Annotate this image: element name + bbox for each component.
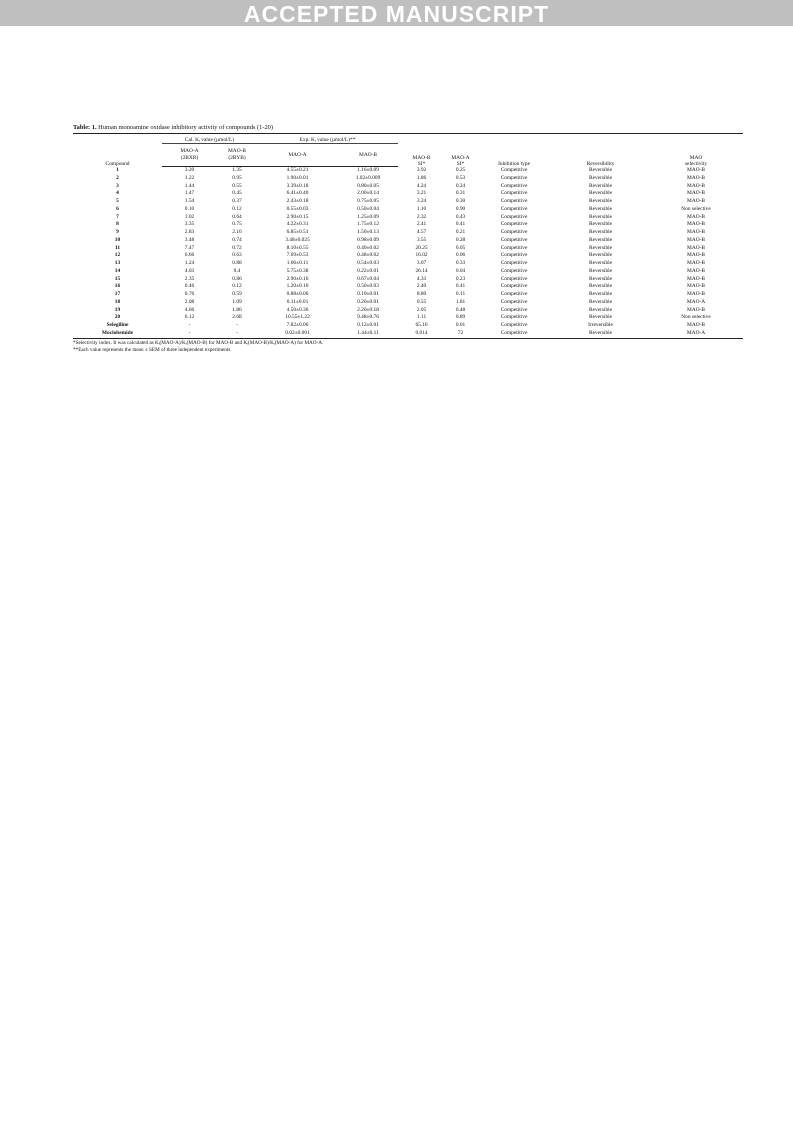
cell-cal-mao-b: 0.55: [232, 182, 242, 189]
cell-cal-mao-a: 4.66: [184, 306, 195, 313]
cell-reversibility: Reversible: [589, 205, 613, 212]
cell-cal-mao-a: 1.44: [184, 182, 195, 189]
cell-inhibition-type: Competitive: [500, 267, 528, 274]
cell-cal-mao-a: -: [162, 330, 217, 338]
cell-inhibition-type: Competitive: [500, 314, 528, 321]
cell-mao-selectivity: MAO-B: [687, 182, 706, 189]
cell-exp-mao-a: 4.22±0.31: [286, 221, 309, 228]
cell-inhibition-type: Competitive: [500, 166, 528, 173]
cell-compound: Selegiline: [106, 322, 129, 328]
cell-inhibition-type: Competitive: [500, 306, 528, 313]
cell-mao-a-si: 0.06: [455, 252, 466, 259]
cell-mao-b-si: 16.02: [415, 252, 428, 259]
cell-inhibition-type: Competitive: [476, 330, 552, 338]
cell-mao-a-si: 0.01: [455, 322, 466, 328]
cell-compound: 3: [116, 182, 119, 189]
cell-exp-mao-b: 0.67±0.04: [357, 275, 379, 282]
table-row: [73, 190, 743, 198]
table-row: [73, 245, 743, 253]
cell-mao-b-si: 65.16: [415, 322, 428, 328]
cell-mao-selectivity: MAO-B: [687, 260, 706, 266]
cell-inhibition-type: Competitive: [500, 213, 528, 220]
cell-mao-a-si: 0.31: [455, 190, 466, 197]
table-container: [73, 124, 743, 355]
cell-reversibility: Reversible: [589, 291, 613, 297]
cell-exp-mao-b: 0.50±0.04: [357, 205, 379, 212]
cell-inhibition-type: Competitive: [500, 244, 528, 251]
cell-reversibility: Reversible: [589, 182, 613, 189]
cell-reversibility: Reversible: [589, 260, 613, 266]
cell-compound: 1: [116, 166, 119, 173]
cell-compound: 17: [114, 291, 121, 297]
cell-cal-mao-a: 1.54: [184, 198, 195, 204]
cell-reversibility: Reversible: [589, 198, 613, 204]
cell-compound: 8: [116, 221, 119, 228]
header-cal-mao-a: MAO-A (2BXR): [162, 144, 217, 167]
cell-exp-mao-a: 0.02±0.001: [257, 330, 338, 338]
cell-mao-a-si: 72: [445, 330, 476, 338]
cell-cal-mao-b: 0.59: [232, 291, 242, 297]
cell-reversibility: Reversible: [589, 275, 613, 282]
table-caption-text: Human monoamine oxidase inhibitory activity of compounds (1-20): [96, 124, 273, 131]
cell-cal-mao-b: 1.86: [232, 306, 242, 313]
accepted-manuscript-banner: ACCEPTED MANUSCRIPT: [0, 0, 793, 26]
cell-cal-mao-b: 1.09: [232, 298, 242, 305]
cell-inhibition-type: Competitive: [500, 205, 528, 212]
cell-exp-mao-a: 0.11±0.01: [286, 298, 309, 305]
cell-mao-b-si: 3.07: [416, 260, 427, 266]
cell-inhibition-type: Competitive: [500, 182, 528, 189]
cell-cal-mao-a: 1.02: [184, 213, 195, 220]
cell-cal-mao-a: 2.08: [184, 298, 195, 305]
cell-inhibition-type: Competitive: [500, 283, 528, 290]
cell-exp-mao-b: 1.25±0.09: [357, 213, 379, 220]
header-cal-ki-group: Cal. Kᵢ value (µmol/L): [162, 134, 257, 144]
cell-cal-mao-b: 0.64: [232, 213, 242, 220]
footnote-mean-sem: **Each value represents the mean ± SEM of three independent experiments: [73, 347, 231, 353]
cell-mao-b-si: 1.11: [416, 314, 427, 321]
table-row: [73, 237, 743, 245]
cell-mao-a-si: 0.41: [455, 283, 466, 290]
cell-compound: 16: [114, 283, 121, 290]
cell-inhibition-type: Competitive: [500, 291, 528, 297]
cell-exp-mao-b: 0.10±0.01: [357, 291, 379, 297]
table-row: [73, 229, 743, 237]
cell-mao-selectivity: MAO-B: [687, 283, 706, 290]
cell-exp-mao-b: 0.50±0.03: [357, 283, 379, 290]
header-mao-selectivity: MAO selectivity: [684, 154, 708, 167]
table-row: [73, 252, 743, 260]
cell-mao-selectivity: Non selective: [681, 314, 711, 321]
cell-compound: 7: [116, 213, 119, 220]
cell-compound: 14: [114, 267, 121, 274]
table-row: [73, 183, 743, 191]
cell-mao-selectivity: MAO-B: [687, 213, 706, 220]
cell-compound: 5: [116, 198, 119, 204]
cell-cal-mao-b: 0.86: [232, 275, 242, 282]
cell-exp-mao-a: 10.55±1.22: [285, 314, 310, 321]
cell-cal-mao-b: 0.88: [232, 260, 242, 266]
cell-cal-mao-b: 0.95: [232, 174, 242, 181]
table-row: [73, 260, 743, 268]
cell-inhibition-type: Competitive: [500, 221, 528, 228]
cell-mao-b-si: 4.24: [416, 182, 427, 189]
cell-mao-selectivity: MAO-A: [649, 330, 743, 338]
cell-inhibition-type: Competitive: [500, 236, 528, 243]
cell-exp-mao-b: 1.44±0.11: [338, 330, 398, 338]
cell-mao-b-si: 3.21: [416, 190, 427, 197]
cell-exp-mao-b: 0.75±0.05: [357, 198, 379, 204]
cell-mao-a-si: 0.33: [455, 260, 466, 266]
cell-cal-mao-a: 2.83: [184, 229, 195, 235]
cell-exp-mao-a: 8.10±0.55: [286, 244, 309, 251]
cell-mao-a-si: 0.04: [455, 267, 466, 274]
header-exp-ki-group: Exp. Kᵢ value (µmol/L)**: [257, 134, 398, 144]
table-row: [73, 276, 743, 284]
cell-mao-b-si: 20.25: [415, 244, 428, 251]
cell-compound: 20: [114, 314, 121, 321]
table-row: [73, 314, 743, 322]
cell-compound: 9: [116, 229, 119, 235]
cell-cal-mao-a: 0.10: [184, 205, 195, 212]
cell-mao-selectivity: MAO-A: [686, 298, 706, 305]
cell-compound: 2: [116, 174, 119, 181]
table-row: [73, 221, 743, 229]
cell-reversibility: Reversible: [589, 283, 613, 290]
cell-exp-mao-b: 2.00±0.14: [357, 190, 379, 197]
cell-exp-mao-a: 2.90±0.16: [286, 275, 309, 282]
cell-cal-mao-b: 0.75: [232, 221, 242, 228]
cell-cal-mao-a: 6.66: [184, 252, 195, 259]
cell-cal-mao-a: 1.47: [184, 190, 195, 197]
cell-mao-selectivity: MAO-B: [687, 166, 706, 173]
table-row: [73, 175, 743, 183]
cell-exp-mao-a: 4.50±0.36: [286, 306, 309, 313]
cell-compound: 4: [116, 190, 119, 197]
cell-cal-mao-b: 0.12: [232, 205, 242, 212]
table-row: [73, 307, 743, 315]
table-row: [73, 214, 743, 222]
cell-exp-mao-a: 3.48±0.025: [285, 236, 310, 243]
cell-mao-selectivity: MAO-B: [687, 244, 706, 251]
cell-cal-mao-b: 0.74: [232, 236, 242, 243]
cell-inhibition-type: Competitive: [500, 198, 528, 204]
cell-exp-mao-b: 0.98±0.09: [357, 236, 379, 243]
cell-mao-a-si: 0.41: [455, 221, 466, 228]
cell-reversibility: Reversible: [589, 267, 613, 274]
cell-mao-selectivity: MAO-B: [687, 174, 706, 181]
cell-inhibition-type: Competitive: [500, 174, 528, 181]
cell-mao-b-si: 2.40: [416, 283, 427, 290]
cell-exp-mao-b: 1.16±0.09: [357, 167, 379, 173]
cell-mao-selectivity: MAO-B: [687, 190, 706, 197]
cell-reversibility: Reversible: [589, 174, 613, 181]
cell-cal-mao-a: 3.48: [184, 236, 195, 243]
cell-mao-b-si: 0.014: [398, 330, 445, 338]
cell-cal-mao-a: 4.03: [184, 267, 195, 274]
table-row: [73, 322, 743, 330]
cell-mao-b-si: 0.55: [416, 298, 427, 305]
cell-exp-mao-a: 0.55±0.03: [286, 205, 309, 212]
cell-mao-b-si: 4.57: [416, 229, 427, 235]
cell-exp-mao-a: 6.85±0.51: [286, 229, 309, 235]
cell-reversibility: Reversible: [589, 306, 613, 313]
cell-cal-mao-b: 2.16: [232, 229, 242, 235]
cell-compound: 15: [114, 275, 121, 282]
cell-mao-b-si: 8.80: [416, 291, 427, 297]
cell-mao-a-si: 0.43: [455, 213, 466, 220]
cell-cal-mao-b: 0.72: [232, 244, 242, 251]
header-reversibility: Reversibility: [586, 160, 615, 167]
cell-mao-b-si: 3.92: [416, 166, 427, 173]
cell-cal-mao-b: -: [236, 322, 238, 328]
cell-mao-selectivity: Non selective: [681, 205, 711, 212]
cell-compound: 6: [116, 205, 119, 212]
cell-inhibition-type: Competitive: [500, 275, 528, 282]
cell-exp-mao-a: 7.82±0.06: [286, 322, 309, 328]
cell-cal-mao-a: 3.35: [184, 221, 195, 228]
cell-exp-mao-a: 1.66±0.11: [286, 260, 309, 266]
cell-exp-mao-b: 0.54±0.03: [357, 260, 379, 266]
cell-mao-selectivity: MAO-B: [687, 267, 706, 274]
header-exp-mao-b: MAO-B: [338, 144, 398, 167]
cell-exp-mao-a: 0.88±0.06: [286, 291, 309, 297]
table-row: [73, 299, 743, 307]
cell-mao-selectivity: MAO-B: [687, 322, 706, 328]
cell-compound: 10: [114, 236, 121, 243]
cell-exp-mao-b: 2.20±0.18: [357, 306, 379, 313]
cell-inhibition-type: Competitive: [500, 252, 528, 259]
cell-cal-mao-a: 3.20: [184, 167, 195, 173]
cell-mao-selectivity: MAO-B: [687, 221, 706, 228]
header-exp-mao-a: MAO-A: [257, 144, 338, 167]
cell-cal-mao-b: 0.4: [233, 267, 241, 274]
table-footnotes: [73, 340, 743, 355]
table-caption: [73, 124, 743, 132]
cell-mao-b-si: 3.55: [416, 236, 427, 243]
header-compound: Compound: [105, 160, 130, 167]
cell-mao-selectivity: MAO-B: [687, 291, 706, 297]
cell-mao-a-si: 0.89: [455, 314, 466, 321]
cell-exp-mao-b: 0.48±0.02: [357, 252, 379, 259]
cell-mao-a-si: 0.30: [455, 198, 466, 204]
cell-exp-mao-b: 1.75±0.12: [357, 221, 379, 228]
cell-mao-b-si: 1.86: [416, 174, 427, 181]
cell-mao-a-si: 0.24: [455, 182, 466, 189]
cell-cal-mao-b: 0.63: [232, 252, 242, 259]
cell-reversibility: Reversible: [589, 190, 613, 197]
cell-cal-mao-a: 0.46: [184, 283, 195, 290]
cell-mao-selectivity: MAO-B: [687, 229, 706, 235]
table-caption-label: Table: 1.: [73, 124, 97, 131]
cell-exp-mao-a: 2.43±0.18: [286, 198, 309, 204]
cell-cal-mao-a: 7.47: [184, 244, 195, 251]
cell-cal-mao-a: -: [188, 322, 191, 328]
cell-mao-a-si: 0.23: [455, 275, 466, 282]
cell-mao-b-si: 2.05: [416, 306, 427, 313]
cell-cal-mao-b: 0.45: [232, 190, 242, 197]
cell-mao-selectivity: MAO-B: [687, 275, 706, 282]
table-row: [73, 167, 743, 175]
footnote-selectivity-index: *Selectivity index. It was calculated as Kᵢ(MAO-A)/Kᵢ(MAO-B) for MAO-B and Kᵢ(MAO-B)/Kᵢ(MAO-A) for MAO-A.: [73, 339, 324, 346]
cell-cal-mao-a: 6.12: [184, 314, 195, 321]
cell-reversibility: Reversible: [589, 221, 613, 228]
cell-mao-b-si: 2.41: [416, 221, 427, 228]
cell-cal-mao-a: 1.22: [184, 174, 195, 181]
cell-cal-mao-a: 0.76: [184, 291, 195, 297]
table-row: [73, 268, 743, 276]
cell-mao-b-si: 26.14: [415, 267, 428, 274]
cell-exp-mao-b: 0.20±0.01: [357, 298, 379, 305]
header-mao-a-si: MAO-A SI*: [451, 154, 470, 167]
cell-mao-selectivity: MAO-B: [687, 236, 706, 243]
cell-exp-mao-a: 2.90±0.15: [286, 213, 309, 220]
cell-compound: 11: [114, 244, 121, 251]
table-row: [73, 206, 743, 214]
header-cal-mao-b: MAO-B (2BYB): [217, 144, 257, 167]
cell-mao-a-si: 0.25: [455, 166, 466, 173]
cell-cal-mao-a: 1.24: [184, 260, 195, 266]
cell-compound: 18: [114, 298, 121, 305]
cell-exp-mao-b: 0.22±0.01: [357, 267, 379, 274]
cell-inhibition-type: Competitive: [500, 260, 528, 266]
cell-inhibition-type: Competitive: [500, 298, 528, 305]
mao-inhibition-table: [73, 133, 743, 339]
cell-mao-a-si: 0.28: [455, 236, 466, 243]
cell-exp-mao-b: 0.40±0.02: [357, 244, 379, 251]
cell-mao-b-si: 3.24: [416, 198, 427, 204]
cell-mao-selectivity: MAO-B: [687, 198, 706, 204]
cell-exp-mao-b: 9.48±0.76: [357, 314, 379, 321]
cell-exp-mao-a: 5.75±0.38: [286, 267, 309, 274]
cell-reversibility: Reversible: [589, 298, 613, 305]
cell-exp-mao-a: 6.41±0.40: [286, 190, 309, 197]
cell-exp-mao-a: 1.20±0.10: [286, 283, 309, 290]
cell-mao-b-si: 4.33: [416, 275, 427, 282]
cell-mao-selectivity: MAO-B: [687, 306, 706, 313]
header-inhibition-type: Inhibition type: [498, 160, 530, 167]
cell-mao-b-si: 1.10: [416, 205, 427, 212]
cell-exp-mao-a: 7.69±0.53: [286, 252, 309, 259]
cell-exp-mao-a: 4.55±0.21: [286, 167, 309, 173]
cell-reversibility: Irreversible: [588, 322, 613, 328]
cell-reversibility: Reversible: [589, 314, 613, 321]
table-body: [73, 167, 743, 339]
cell-mao-a-si: 1.81: [455, 298, 466, 305]
cell-reversibility: Reversible: [589, 244, 613, 251]
cell-reversibility: Reversible: [552, 330, 649, 338]
cell-compound: 12: [114, 252, 121, 259]
table-row: [73, 330, 743, 338]
cell-cal-mao-b: 2.68: [232, 314, 242, 321]
cell-reversibility: Reversible: [589, 229, 613, 235]
cell-exp-mao-b: 1.50±0.13: [357, 229, 379, 235]
cell-reversibility: Reversible: [589, 236, 613, 243]
cell-mao-b-si: 2.32: [416, 213, 427, 220]
table-row: [73, 198, 743, 206]
cell-mao-a-si: 0.53: [455, 174, 466, 181]
cell-mao-a-si: 0.21: [455, 229, 466, 235]
cell-cal-mao-b: 1.35: [232, 167, 242, 173]
cell-exp-mao-a: 1.90±0.01: [286, 174, 309, 181]
cell-exp-mao-b: 0.12±0.01: [357, 322, 379, 328]
cell-mao-selectivity: MAO-B: [687, 252, 706, 259]
cell-cal-mao-b: 0.12: [232, 283, 242, 290]
cell-inhibition-type: Competitive: [500, 229, 528, 235]
cell-compound: Moclobemide: [73, 330, 162, 338]
cell-reversibility: Reversible: [589, 252, 613, 259]
cell-exp-mao-b: 0.80±0.05: [357, 182, 379, 189]
cell-compound: 13: [114, 260, 121, 266]
cell-cal-mao-b: -: [217, 330, 257, 338]
header-mao-b-si: MAO-B SI*: [412, 154, 431, 167]
cell-inhibition-type: Competitive: [500, 322, 528, 328]
cell-exp-mao-b: 1.02±0.009: [355, 174, 381, 181]
cell-reversibility: Reversible: [589, 213, 613, 220]
cell-mao-a-si: 0.48: [455, 306, 466, 313]
cell-cal-mao-a: 2.35: [184, 275, 195, 282]
cell-mao-a-si: 0.05: [455, 244, 466, 251]
cell-compound: 19: [114, 306, 121, 313]
cell-inhibition-type: Competitive: [500, 190, 528, 197]
cell-exp-mao-a: 3.39±0.18: [286, 182, 309, 189]
table-row: [73, 283, 743, 291]
cell-reversibility: Reversible: [589, 166, 613, 173]
cell-mao-a-si: 0.90: [455, 205, 466, 212]
cell-mao-a-si: 0.11: [455, 291, 466, 297]
cell-cal-mao-b: 0.37: [232, 198, 242, 204]
table-row: [73, 291, 743, 299]
